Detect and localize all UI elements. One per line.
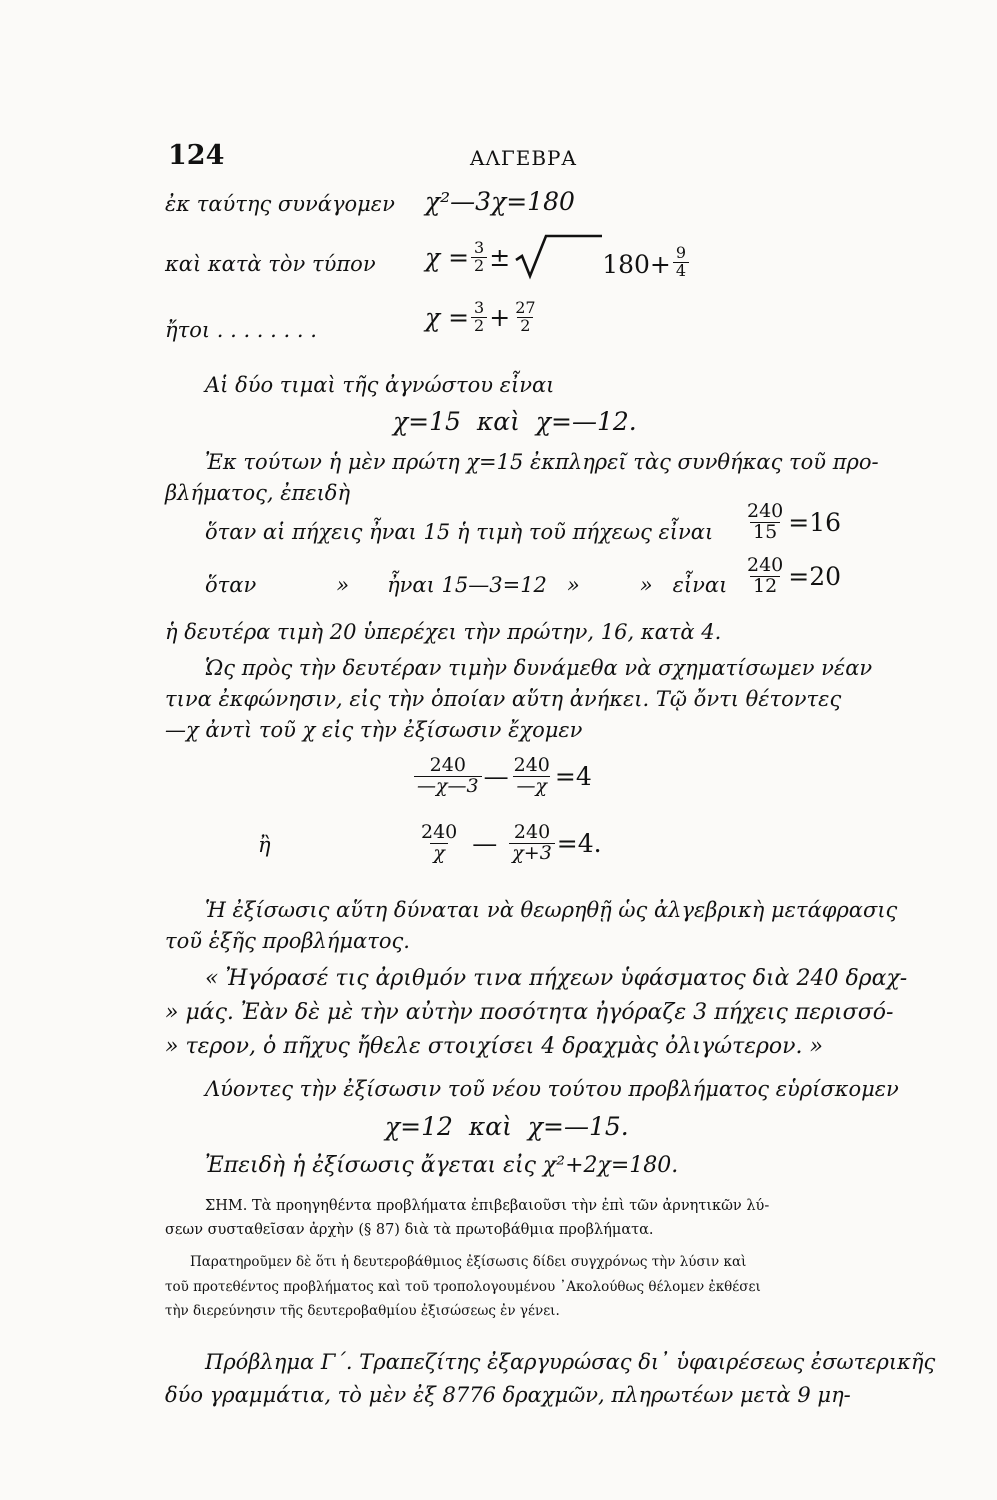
paragraph-line: βλήματος, ἐπειδὴ xyxy=(165,481,351,505)
paragraph-line: —χ ἀντὶ τοῦ χ εἰς τὴν ἐξίσωσιν ἔχομεν xyxy=(165,718,583,742)
note-line: Παρατηροῦμεν δὲ ὅτι ἡ δευτεροβάθμιος ἐξίσωσις δίδει συγχρόνως τὴν λύσιν καὶ xyxy=(190,1254,747,1270)
fraction xyxy=(511,756,553,797)
derivation-label-1: ἐκ ταύτης συνάγομεν xyxy=(165,192,395,216)
minus-sign: — xyxy=(472,828,498,858)
fraction xyxy=(744,502,786,543)
fraction-denominator: χ xyxy=(430,843,448,864)
fraction-numerator: 3 xyxy=(474,298,485,317)
equation-result: =4. xyxy=(556,828,602,858)
fraction-denominator: —χ xyxy=(513,776,550,797)
fraction-numerator: 9 xyxy=(675,242,687,262)
equation-roots-form xyxy=(425,300,541,335)
ratio-result: =16 xyxy=(788,507,842,537)
fraction xyxy=(418,823,460,864)
equation-result: =4 xyxy=(554,761,592,791)
paragraph-line xyxy=(205,573,727,597)
equation-label: ἢ xyxy=(258,833,271,857)
fraction-numerator: 240 xyxy=(513,754,550,776)
fraction-denominator: 12 xyxy=(750,576,780,597)
note-line: σεων συσταθεῖσαν ἀρχὴν (§ 87) διὰ τὰ πρωτοβάθμια προβλήματα. xyxy=(165,1222,654,1238)
paragraph-line: Ἡ ἐξίσωσις αὕτη δύναται νὰ θεωρηθῇ ὡς ἀλγεβρικὴ μετάφρασις xyxy=(205,898,898,922)
fraction-numerator: 3 xyxy=(474,237,485,257)
paragraph-line: τινα ἐκφώνησιν, εἰς τὴν ὁποίαν αὕτη ἀνήκει. Τῷ ὄντι θέτοντες xyxy=(165,687,842,711)
equation-formula xyxy=(425,234,691,280)
fraction-denominator: 2 xyxy=(471,317,487,335)
ditto-mark: » xyxy=(336,573,350,597)
page-title: ΑΛΓΕΒΡΑ xyxy=(470,146,577,170)
fraction xyxy=(471,237,487,275)
square-root-icon xyxy=(512,234,602,280)
equation-transformed xyxy=(416,823,602,864)
ratio-first xyxy=(742,502,841,543)
paragraph-line: Λύοντες τὴν ἐξίσωσιν τοῦ νέου τούτου προβλήματος εὑρίσκομεν xyxy=(205,1077,899,1101)
minus-sign: — xyxy=(483,761,509,791)
paragraph-line: τοῦ ἑξῆς προβλήματος. xyxy=(165,929,410,953)
ditto-mark: » xyxy=(566,573,580,597)
line-word: εἶναι xyxy=(672,573,728,597)
radicand: 180+ xyxy=(602,249,671,279)
fraction-numerator: 240 xyxy=(747,500,784,522)
fraction xyxy=(512,300,538,335)
fraction-denominator: 15 xyxy=(750,522,780,543)
ratio-result: =20 xyxy=(788,561,842,591)
page-number: 124 xyxy=(168,140,225,171)
fraction xyxy=(744,556,786,597)
fraction-denominator: 2 xyxy=(517,317,533,335)
quote-line: » μάς. Ἐὰν δὲ μὲ τὴν αὐτὴν ποσότητα ἠγόραζε 3 πήχεις περισσό- xyxy=(165,1000,894,1025)
paragraph-line: Ἐπειδὴ ἡ ἐξίσωσις ἄγεται εἰς χ²+2χ=180. xyxy=(205,1153,679,1178)
paragraph-line: Ἐκ τούτων ἡ μὲν πρώτη χ=15 ἐκπληρεῖ τὰς συνθήκας τοῦ προ- xyxy=(205,450,879,474)
roots-lhs: χ = xyxy=(425,302,470,332)
fraction xyxy=(471,300,487,335)
fraction-denominator: χ+3 xyxy=(509,843,555,864)
fraction xyxy=(414,756,482,797)
plus-minus-sign: ± xyxy=(489,242,511,272)
note-line: τὴν διερεύνησιν τῆς δευτεροβαθμίου ἐξισώσεως ἐν γένει. xyxy=(165,1303,560,1319)
fraction-numerator: 240 xyxy=(513,821,551,843)
plus-sign: + xyxy=(489,302,511,332)
fraction-numerator: 240 xyxy=(429,754,466,776)
fraction-denominator: 4 xyxy=(673,262,689,280)
line-phrase: ἦναι 15—3=12 xyxy=(387,573,547,597)
roots-line-new: χ=12 καὶ χ=—15. xyxy=(385,1112,629,1141)
problem-line: δύο γραμμάτια, τὸ μὲν ἐξ 8776 δραχμῶν, πληρωτέων μετὰ 9 μη- xyxy=(165,1383,851,1407)
derivation-label-3: ἤτοι . . . . . . . . xyxy=(165,318,317,342)
note-line: ΣΗΜ. Τὰ προηγηθέντα προβλήματα ἐπιβεβαιοῦσι τὴν ἐπὶ τῶν ἀρνητικῶν λύ- xyxy=(205,1198,770,1214)
paragraph-line: ἡ δευτέρα τιμὴ 20 ὑπερέχει τὴν πρώτην, 16, κατὰ 4. xyxy=(165,620,722,644)
fraction-numerator: 240 xyxy=(421,821,458,843)
equation-quadratic: χ²—3χ=180 xyxy=(425,187,575,216)
ratio-second xyxy=(742,556,841,597)
fraction-numerator: 27 xyxy=(515,298,536,317)
derivation-label-2: καὶ κατὰ τὸν τύπον xyxy=(165,252,376,276)
formula-lhs: χ = xyxy=(425,242,470,272)
fraction-denominator: —χ—3 xyxy=(414,776,482,797)
note-line: τοῦ προτεθέντος προβλήματος καὶ τοῦ τροπολογουμένου ᾿Ακολούθως θέλομεν ἐκθέσει xyxy=(165,1279,761,1295)
quote-line: » τερον, ὁ πῆχυς ἤθελε στοιχίσει 4 δραχμὰς ὀλιγώτερον. » xyxy=(165,1034,824,1059)
equation-negated xyxy=(412,756,592,797)
fraction-denominator: 2 xyxy=(471,257,487,275)
paragraph-line: Ὡς πρὸς τὴν δευτέραν τιμὴν δυνάμεθα νὰ σχηματίσωμεν νέαν xyxy=(205,656,873,680)
problem-line: Πρόβλημα Γ΄. Τραπεζίτης ἐξαργυρώσας δι᾿ ὑφαιρέσεως ἐσωτερικῆς xyxy=(205,1350,936,1374)
fraction-numerator: 240 xyxy=(747,554,784,576)
roots-intro: Αἱ δύο τιμαὶ τῆς ἀγνώστου εἶναι xyxy=(205,373,555,397)
line-word: ὅταν xyxy=(205,573,257,597)
fraction xyxy=(673,242,689,280)
fraction xyxy=(509,823,555,864)
quote-line: « Ἠγόρασέ τις ἀριθμόν τινα πήχεων ὑφάσματος διὰ 240 δραχ- xyxy=(205,966,908,991)
ditto-mark: » xyxy=(639,573,653,597)
paragraph-line: ὅταν αἱ πήχεις ἦναι 15 ἡ τιμὴ τοῦ πήχεως εἶναι xyxy=(205,520,714,544)
roots-line: χ=15 καὶ χ=—12. xyxy=(393,407,637,436)
